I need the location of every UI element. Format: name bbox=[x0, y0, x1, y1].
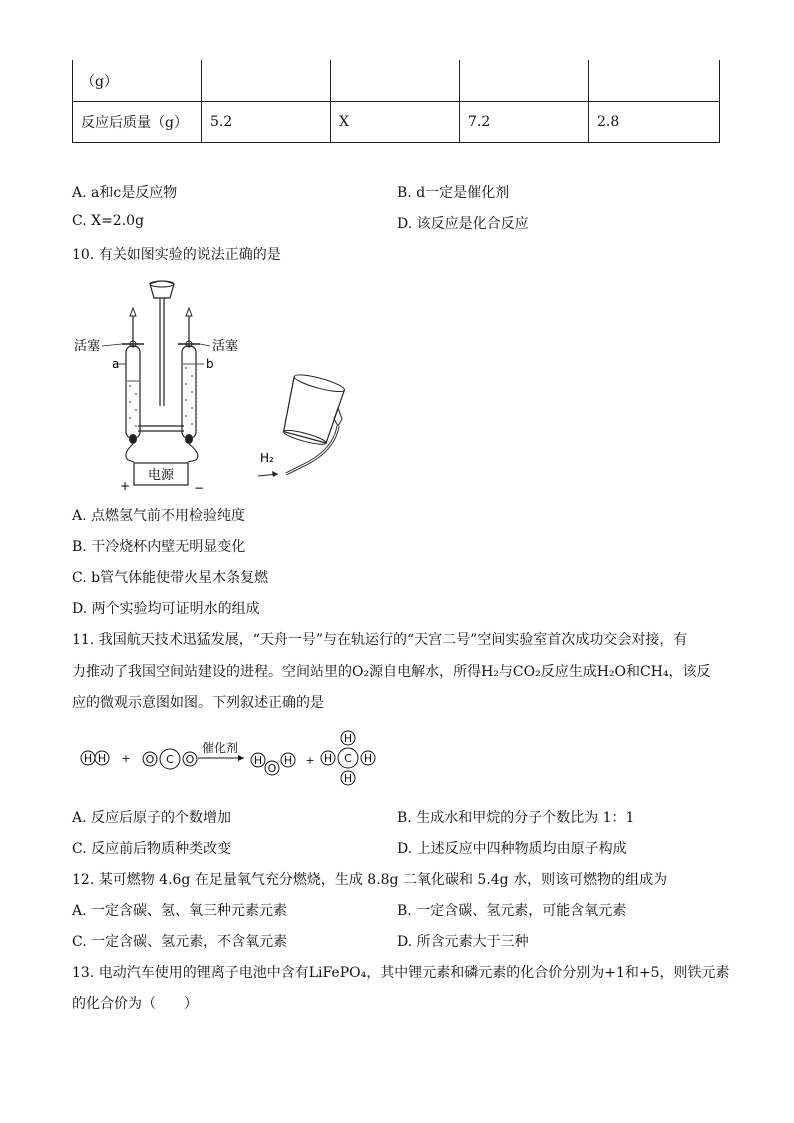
q11-stem-line2: 力推动了我国空间站建设的进程。空间站里的O₂源自电解水，所得H₂与CO₂反应生成H₂O和CH₄，该反 bbox=[72, 664, 711, 680]
q10-option-a: A. 点燃氢气前不用检验纯度 bbox=[72, 508, 246, 524]
q10-option-d: D. 两个实验均可证明水的组成 bbox=[72, 601, 260, 617]
q9-option-b: B. d一定是催化剂 bbox=[397, 185, 510, 201]
q11-stem-line3: 应的微观示意图如图。下列叙述正确的是 bbox=[72, 695, 324, 711]
atom-o: O bbox=[185, 753, 195, 766]
plus-sign: + bbox=[120, 479, 131, 493]
q11-option-c: C. 反应前后物质种类改变 bbox=[72, 841, 232, 857]
q10-option-c: C. b管气体能使带火星木条复燃 bbox=[72, 570, 269, 586]
q9-option-a: A. a和c是反应物 bbox=[72, 185, 178, 201]
table-cell: 2.8 bbox=[589, 102, 720, 143]
table-cell bbox=[460, 60, 589, 102]
right-valve-label: 活塞 bbox=[212, 339, 239, 354]
q13-stem-line1: 13. 电动汽车使用的锂离子电池中含有LiFePO₄，其中锂元素和磷元素的化合价分别为+1和+5，则铁元素 bbox=[72, 965, 730, 981]
minus-sign: − bbox=[194, 481, 205, 495]
q9-option-d: D. 该反应是化合反应 bbox=[397, 216, 529, 232]
table-cell bbox=[202, 60, 331, 102]
q12-option-b: B. 一定含碳、氢元素，可能含氧元素 bbox=[397, 903, 627, 919]
q11-option-a: A. 反应后原子的个数增加 bbox=[72, 810, 232, 826]
table-cell: （g） bbox=[73, 60, 202, 102]
power-label: 电源 bbox=[147, 468, 175, 483]
tube-a-label: a bbox=[112, 357, 120, 371]
atom-c: C bbox=[166, 753, 174, 766]
table-cell: 7.2 bbox=[460, 102, 589, 143]
q10-option-b: B. 干冷烧杯内壁无明显变化 bbox=[72, 539, 246, 555]
q10-stem: 10. 有关如图实验的说法正确的是 bbox=[72, 247, 281, 263]
atom-h: H bbox=[283, 754, 293, 767]
atom-h: H bbox=[253, 754, 263, 767]
q11-option-d: D. 上述反应中四种物质均由原子构成 bbox=[397, 841, 627, 857]
q12-stem: 12. 某可燃物 4.6g 在足量氧气充分燃烧，生成 8.8g 二氧化碳和 5.4g 水，则该可燃物的组成为 bbox=[72, 872, 668, 888]
atom-h: H bbox=[323, 752, 333, 765]
atom-o: O bbox=[267, 762, 277, 775]
atom-c: C bbox=[344, 752, 352, 765]
mass-table bbox=[72, 60, 720, 143]
table-cell bbox=[589, 60, 720, 102]
table-cell: 反应后质量（g） bbox=[73, 102, 202, 143]
table-row bbox=[73, 102, 720, 143]
left-valve-label: 活塞 bbox=[74, 339, 101, 354]
table-cell: X bbox=[331, 102, 460, 143]
atom-h: H bbox=[343, 772, 353, 785]
table-cell: 5.2 bbox=[202, 102, 331, 143]
table-cell bbox=[331, 60, 460, 102]
atom-o: O bbox=[145, 753, 155, 766]
plus-sign: + bbox=[121, 752, 131, 765]
atom-h: H bbox=[343, 732, 353, 745]
h2-label: H₂ bbox=[260, 451, 274, 465]
tube-b-label: b bbox=[206, 357, 214, 371]
atom-h: H bbox=[83, 752, 93, 765]
plus-sign: + bbox=[305, 754, 315, 767]
q12-option-c: C. 一定含碳、氢元素，不含氧元素 bbox=[72, 934, 288, 950]
reaction-diagram bbox=[76, 726, 386, 792]
q12-option-a: A. 一定含碳、氢、氧三种元素元素 bbox=[72, 903, 288, 919]
atom-h: H bbox=[363, 752, 373, 765]
table-row bbox=[73, 60, 720, 102]
atom-h: H bbox=[97, 752, 107, 765]
q11-stem-line1: 11. 我国航天技术迅猛发展，“天舟一号”与在轨运行的“天宫二号”空间实验室首次成功交会对接，有 bbox=[72, 632, 688, 648]
q11-option-b: B. 生成水和甲烷的分子个数比为 1：1 bbox=[397, 810, 635, 826]
q12-option-d: D. 所含元素大于三种 bbox=[397, 934, 529, 950]
catalyst-label: 催化剂 bbox=[201, 741, 239, 755]
q9-option-c: C. X=2.0g bbox=[72, 213, 145, 229]
electrolysis-figure bbox=[72, 276, 372, 496]
q13-stem-line2: 的化合价为（ ） bbox=[72, 996, 198, 1012]
